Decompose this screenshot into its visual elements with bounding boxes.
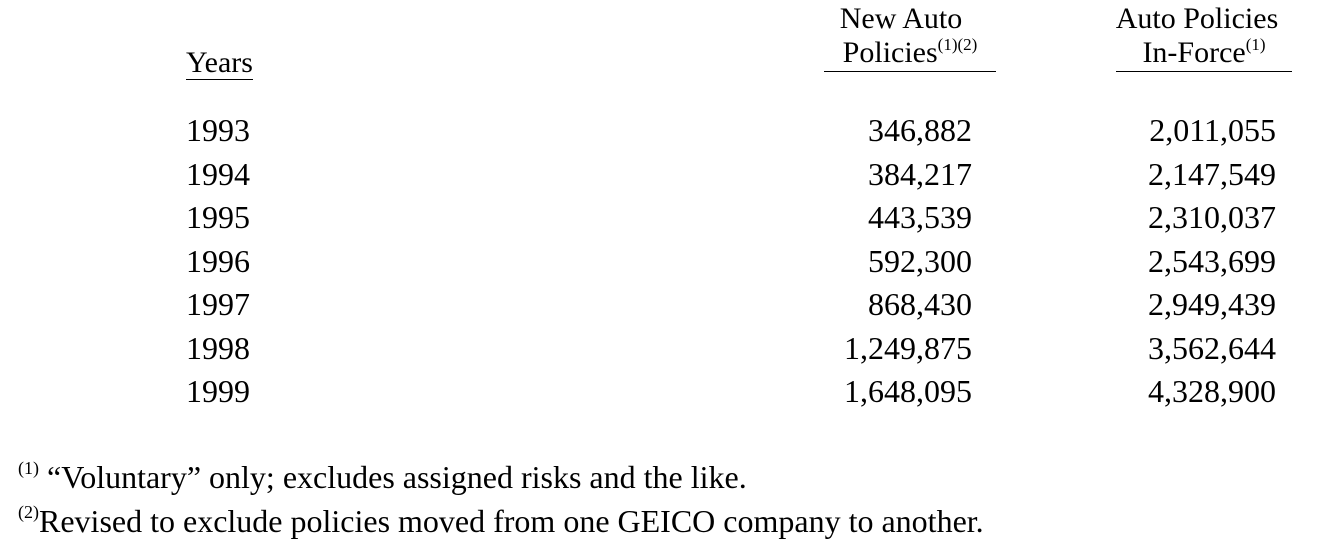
header-new-auto-line1: New Auto bbox=[839, 2, 963, 35]
in-force-cell: 2,310,037 bbox=[1148, 199, 1276, 235]
in-force-cell: 2,147,549 bbox=[1148, 156, 1276, 192]
new-policies-cell: 346,882 bbox=[868, 112, 972, 148]
year-cell: 1994 bbox=[186, 156, 250, 192]
footnote-2-marker: (2) bbox=[18, 502, 39, 522]
header-years bbox=[186, 46, 253, 80]
table-row bbox=[0, 373, 1318, 409]
new-policies-cell: 443,539 bbox=[868, 199, 972, 235]
table-row bbox=[0, 199, 1318, 235]
new-policies-cell: 1,249,875 bbox=[844, 330, 972, 366]
footnote-1-marker: (1) bbox=[18, 458, 39, 478]
new-policies-cell: 868,430 bbox=[868, 286, 972, 322]
header-in-force-line2 bbox=[1116, 36, 1292, 72]
header-new-auto-line2 bbox=[824, 36, 996, 72]
header-years-label: Years bbox=[186, 46, 253, 79]
table-row bbox=[0, 243, 1318, 279]
table-row bbox=[0, 286, 1318, 322]
in-force-cell: 2,949,439 bbox=[1148, 286, 1276, 322]
in-force-cell: 3,562,644 bbox=[1148, 330, 1276, 366]
footnote-1 bbox=[18, 459, 747, 495]
header-in-force-line1: Auto Policies bbox=[1115, 2, 1279, 35]
table-row bbox=[0, 112, 1318, 148]
year-cell: 1995 bbox=[186, 199, 250, 235]
year-cell: 1996 bbox=[186, 243, 250, 279]
year-cell: 1997 bbox=[186, 286, 250, 322]
footnote-marker: (1) bbox=[1245, 35, 1266, 54]
new-policies-cell: 592,300 bbox=[868, 243, 972, 279]
year-cell: 1999 bbox=[186, 373, 250, 409]
footnote-2-text: Revised to exclude policies moved from one GEICO company to another. bbox=[39, 503, 984, 539]
in-force-cell: 2,011,055 bbox=[1149, 112, 1276, 148]
new-policies-cell: 1,648,095 bbox=[844, 373, 972, 409]
header-in-force-line2-text: In-Force bbox=[1142, 36, 1246, 69]
header-auto-policies-in-force bbox=[1110, 2, 1292, 72]
in-force-cell: 2,543,699 bbox=[1148, 243, 1276, 279]
table-row bbox=[0, 156, 1318, 192]
new-policies-cell: 384,217 bbox=[868, 156, 972, 192]
footnote-2 bbox=[18, 503, 984, 539]
header-new-auto-policies bbox=[824, 2, 996, 72]
header-new-auto-line2-text: Policies bbox=[842, 36, 938, 69]
table-row bbox=[0, 330, 1318, 366]
footnote-1-text: “Voluntary” only; excludes assigned risks and the like. bbox=[39, 459, 747, 495]
footnote-marker: (1)(2) bbox=[937, 35, 978, 54]
year-cell: 1998 bbox=[186, 330, 250, 366]
in-force-cell: 4,328,900 bbox=[1148, 373, 1276, 409]
year-cell: 1993 bbox=[186, 112, 250, 148]
